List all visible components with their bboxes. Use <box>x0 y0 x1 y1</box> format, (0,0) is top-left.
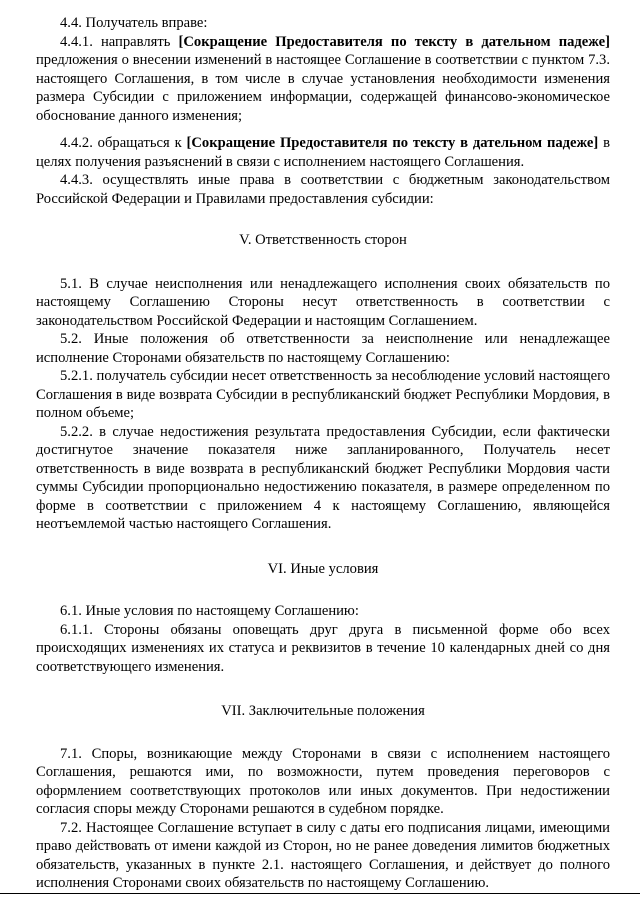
section-heading-responsibility: V. Ответственность сторон <box>239 232 407 248</box>
clause-4-4-2 <box>36 134 610 171</box>
clause-4-4-2-prefix: 4.4.2. обращаться к <box>60 135 187 151</box>
clause-4-4: 4.4. Получатель вправе: <box>60 15 208 31</box>
clause-4-4-1-suffix: предложения о внесении изменений в настоящее Соглашение в соответствии с пунктом 7.3. настоящего Соглашения, в том числе в случае установления необходимости изменения размера Субсидии с приложением информации, содержащей финансово-экономическое обоснование данного изменения; <box>36 52 610 124</box>
page-bottom-rule <box>0 893 640 894</box>
clause-7-2: 7.2. Настоящее Соглашение вступает в силу с даты его подписания лицами, имеющими право действовать от имени каждой из Сторон, но не ранее доведения лимитов бюджетных обязательств, указанных в пункте 2.1. настоящего Соглашения, и действует до полного исполнения Сторонами своих обязательств по настоящему Соглашению. <box>36 819 610 891</box>
clause-4-4-1-prefix: 4.4.1. направлять <box>60 33 179 50</box>
clause-5-2: 5.2. Иные положения об ответственности за неисполнение или ненадлежащее исполнение Сторонами обязательств по настоящему Соглашению: <box>36 331 610 366</box>
clause-5-2-1: 5.2.1. получатель субсидии несет ответственность за несоблюдение условий настоящего Соглашения в виде возврата Субсидии в республиканский бюджет Республики Мордовия, в полном объеме; <box>36 368 610 421</box>
clause-4-4-2-suffix: в целях получения разъяснений в связи с исполнением настоящего Соглашения. <box>36 135 610 170</box>
grantor-placeholder: [Сокращение Предоставителя по тексту в дательном падеже] <box>186 135 599 151</box>
clause-4-4-3: 4.4.3. осуществлять иные права в соответствии с бюджетным законодательством Российской Федерации и Правилами предоставления субсидии: <box>36 172 610 207</box>
clause-5-1: 5.1. В случае неисполнения или ненадлежащего исполнения своих обязательств по настоящему Соглашению Стороны несут ответственность в соответствии с законодательством Российской Федерации и настоящим Соглашением. <box>36 275 610 329</box>
clause-5-2-2: 5.2.2. в случае недостижения результата предоставления Субсидии, если фактически достигнутое значение показателя ниже запланированного, Получатель несет ответственность в виде возврата в республиканский бюджет Республики Мордовия части суммы Субсидии пропорционально недостижению показателя, в размере определенном по форме в соответствии с приложением 4 к настоящему Соглашению, являющейся неотъемлемой частью настоящего Соглашения. <box>36 423 610 532</box>
clause-6-1: 6.1. Иные условия по настоящему Соглашению: <box>60 603 359 619</box>
clause-7-1: 7.1. Споры, возникающие между Сторонами в связи с исполнением настоящего Соглашения, решаются ими, по возможности, путем проведения переговоров с оформлением соответствующих протоколов или иных документов. При недостижении согласия споры между Сторонами решаются в судебном порядке. <box>36 745 610 817</box>
document-page <box>36 14 610 893</box>
section-heading-other-conditions: VI. Иные условия <box>267 560 379 577</box>
clause-6-1-1: 6.1.1. Стороны обязаны оповещать друг друга в письменной форме обо всех происходящих изменениях их статуса и реквизитов в течение 10 календарных дней со дня соответствующего изменения. <box>36 621 610 675</box>
section-heading-final-provisions: VII. Заключительные положения <box>221 703 425 719</box>
grantor-placeholder: [Сокращение Предоставителя по тексту в дательном падеже] <box>178 33 610 50</box>
clause-4-4-1 <box>36 33 610 126</box>
